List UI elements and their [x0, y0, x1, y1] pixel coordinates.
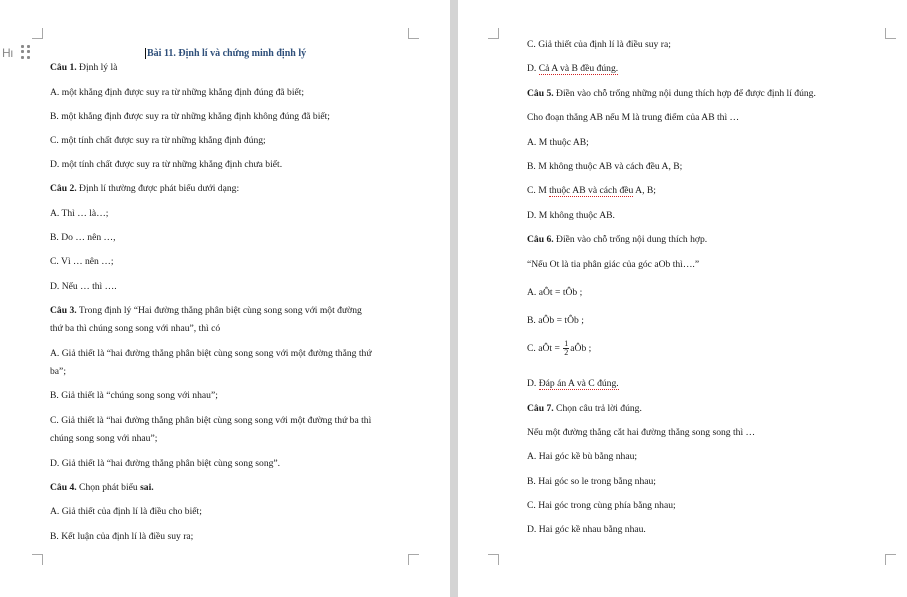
q5-option-a: A. M thuộc AB;: [527, 137, 589, 148]
spellcheck-underline: Cả A và B đều đúng.: [538, 63, 619, 74]
q5-option-d: D. M không thuộc AB.: [527, 210, 615, 221]
fraction: $\frac{1}{2}$: [564, 339, 569, 358]
document-title: Bài 11. Định lí và chứng minh định lý: [147, 48, 307, 59]
crop-mark-top-right: [408, 28, 419, 39]
q2-option-c: C. Vì … nên …;: [50, 256, 114, 267]
q1-option-b: B. một khẳng định được suy ra từ những khẳng định không đúng đã biết;: [50, 111, 330, 122]
question-1-stem: Câu 1. Định lý là: [50, 62, 118, 73]
question-7-prompt: Nếu một đường thẳng cắt hai đường thẳng song song thì …: [527, 427, 756, 438]
q2-option-a: A. Thì … là…;: [50, 208, 109, 219]
page-right: [458, 0, 907, 597]
spellcheck-underline: Đáp án A và C đúng.: [538, 378, 619, 389]
page-left: [0, 0, 450, 597]
q6-option-d: D. Đáp án A và C đúng.: [527, 378, 619, 389]
question-6-prompt: “Nếu Ot là tia phân giác của góc aOb thì….”: [527, 259, 700, 270]
q3-option-c: C. Giả thiết là “hai đường thẳng phân biệt cùng song song với một đường thứ ba thì: [50, 415, 372, 426]
q2-option-d: D. Nếu … thì ….: [50, 281, 117, 292]
question-5-stem: Câu 5. Điền vào chỗ trống những nội dung thích hợp để được định lí đúng.: [527, 88, 816, 99]
paragraph-style-marker[interactable]: Hı: [2, 46, 13, 60]
page-gutter: [450, 0, 458, 597]
question-6-stem: Câu 6. Điền vào chỗ trống nội dung thích hợp.: [527, 234, 708, 245]
q1-option-a: A. một khẳng định được suy ra từ những khẳng định đúng đã biết;: [50, 87, 305, 98]
q7-option-a: A. Hai góc kề bù bằng nhau;: [527, 451, 638, 462]
question-7-stem: Câu 7. Chọn câu trả lời đúng.: [527, 403, 642, 414]
q4-option-c: C. Giả thiết của định lí là điều suy ra;: [527, 39, 671, 50]
q6-option-b: B. aÔb = tÔb ;: [527, 315, 584, 326]
q1-option-d: D. một tính chất được suy ra từ những khẳng định chưa biết.: [50, 159, 283, 170]
question-3-stem-cont: thứ ba thì chúng song song với nhau”, thì có: [50, 323, 221, 334]
q3-option-d: D. Giả thiết là “hai đường thẳng phân biệt cùng song song”.: [50, 458, 281, 469]
question-4-stem: Câu 4. Chọn phát biểu sai.: [50, 482, 154, 493]
spellcheck-underline: thuộc AB và cách đều: [549, 185, 634, 196]
question-5-prompt: Cho đoạn thẳng AB nếu M là trung điểm của AB thì …: [527, 112, 740, 123]
q6-option-a: A. aÔt = tÔb ;: [527, 287, 583, 298]
q3-option-c-cont: chúng song song với nhau”;: [50, 433, 158, 444]
q7-option-b: B. Hai góc so le trong bằng nhau;: [527, 476, 656, 487]
crop-mark-bottom-right: [408, 554, 419, 565]
q2-option-b: B. Do … nên …,: [50, 232, 116, 243]
crop-mark-top-left: [488, 28, 499, 39]
crop-mark-top-left: [32, 28, 43, 39]
q4-option-b: B. Kết luận của định lí là điều suy ra;: [50, 531, 194, 542]
drag-handle-icon[interactable]: [21, 45, 30, 59]
crop-mark-bottom-left: [488, 554, 499, 565]
crop-mark-bottom-right: [885, 554, 896, 565]
q5-option-c: C. M thuộc AB và cách đều A, B;: [527, 185, 656, 196]
q4-option-a: A. Giả thiết của định lí là điều cho biết;: [50, 506, 202, 517]
q6-option-c: C. aÔt = $\frac{1}{2}$ aÔb ;: [527, 339, 592, 358]
q3-option-a-cont: ba”;: [50, 366, 66, 377]
q7-option-c: C. Hai góc trong cùng phía bằng nhau;: [527, 500, 676, 511]
q4-option-d: D. Cả A và B đều đúng.: [527, 63, 619, 74]
question-2-stem: Câu 2. Định lí thường được phát biểu dưới dạng:: [50, 183, 240, 194]
q3-option-a: A. Giả thiết là “hai đường thẳng phân biệt cùng song song với một đường thẳng thứ: [50, 348, 372, 359]
crop-mark-top-right: [885, 28, 896, 39]
question-3-stem: Câu 3. Trong định lý “Hai đường thẳng phân biệt cùng song song với một đường: [50, 305, 362, 316]
q5-option-b: B. M không thuộc AB và cách đều A, B;: [527, 161, 683, 172]
crop-mark-bottom-left: [32, 554, 43, 565]
q3-option-b: B. Giả thiết là “chúng song song với nhau”;: [50, 390, 218, 401]
q7-option-d: D. Hai góc kề nhau bằng nhau.: [527, 524, 646, 535]
q1-option-c: C. một tính chất được suy ra từ những khẳng định đúng;: [50, 135, 266, 146]
